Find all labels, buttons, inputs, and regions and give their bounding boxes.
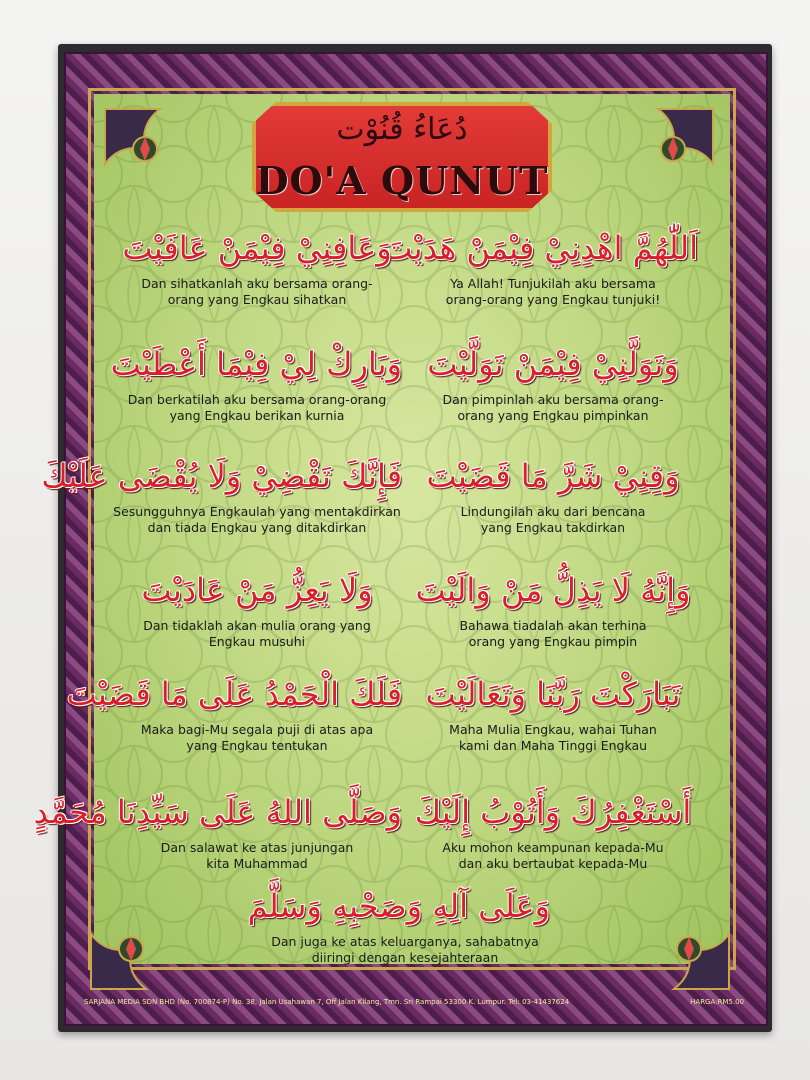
- verse-translation: Dan juga ke atas keluarganya, sahabatnya diiringi dengan kesejahteraan: [271, 934, 539, 965]
- verse-arabic: تَبَارَكْتَ رَبَّنَا وَتَعَالَيْتَ: [425, 675, 681, 713]
- verse-arabic: وَإِنَّهُ لَا يَذِلُّ مَنْ وَالَيْتَ: [415, 571, 691, 609]
- verse-translation: Dan salawat ke atas junjungan kita Muhammad: [160, 840, 354, 871]
- verse-translation: Dan sihatkanlah aku bersama orang- orang yang Engkau sihatkan: [141, 276, 373, 307]
- verse-arabic: فَإِنَّكَ تَقْضِيْ وَلَا يُقْضَى عَلَيْكَ: [41, 457, 402, 495]
- verse-arabic: وَتَوَلَّنِيْ فِيْمَنْ تَوَلَّيْتَ: [427, 345, 679, 383]
- verse-6: [41, 454, 402, 536]
- verse-arabic: اَللّٰهُمَّ اهْدِنِيْ فِيْمَنْ هَدَيْتَ: [382, 229, 698, 267]
- verse-9: [408, 672, 698, 754]
- verse-translation: Maha Mulia Engkau, wahai Tuhan kami dan Maha Tinggi Engkau: [449, 722, 657, 753]
- verse-translation: Dan berkatilah aku bersama orang-orang yang Engkau berikan kurnia: [127, 392, 387, 423]
- verse-4: [112, 342, 402, 424]
- verse-translation: Ya Allah! Tunjukilah aku bersama orang-orang yang Engkau tunjuki!: [445, 276, 661, 307]
- publisher-info: SARJANA MEDIA SDN BHD (No. 700874-P) No. 38, Jalan Usahawan 7, Off Jalan Kilang, Tmn. Sri Rampai 53300 K. Lumpur. Tel: 03-41437624: [84, 998, 570, 1006]
- corner-ornament-bottom-left: [86, 904, 176, 994]
- verse-translation: Dan tidaklah akan mulia orang yang Engkau musuhi: [143, 618, 371, 649]
- verse-translation: Sesungguhnya Engkaulah yang mentakdirkan dan tiada Engkau yang ditakdirkan: [113, 504, 401, 535]
- verse-arabic: وَبَارِكْ لِيْ فِيْمَا أَعْطَيْتَ: [110, 345, 402, 383]
- verse-2: [112, 226, 402, 308]
- verse-1: [382, 226, 698, 308]
- verse-translation: Bahawa tiadalah akan terhina orang yang Engkau pimpin: [459, 618, 647, 649]
- verse-8: [112, 568, 402, 650]
- corner-ornament-top-right: [628, 104, 718, 194]
- verse-13: [247, 884, 550, 966]
- verse-7: [408, 568, 698, 650]
- verse-arabic: وَعَافِنِيْ فِيْمَنْ عَافَيْتَ: [122, 229, 392, 267]
- verse-translation: Maka bagi-Mu segala puji di atas apa yang Engkau tentukan: [140, 722, 374, 753]
- verse-12: [33, 790, 402, 872]
- price-label: HARGA:RM5.00: [690, 998, 744, 1006]
- verse-arabic: وَلَا يَعِزُّ مَنْ عَادَيْتَ: [141, 571, 373, 609]
- corner-ornament-bottom-right: [644, 904, 734, 994]
- verse-translation: Lindungilah aku dari bencana yang Engkau takdirkan: [460, 504, 646, 535]
- corner-ornament-top-left: [100, 104, 190, 194]
- verse-arabic: وَعَلَى آلِهِ وَصَحْبِهِ وَسَلَّمَ: [247, 887, 550, 925]
- poster-title: DO'A QUNUT: [255, 158, 549, 203]
- verse-arabic: أَسْتَغْفِرُكَ وَأَتُوْبُ إِلَيْكَ: [414, 793, 692, 831]
- verse-arabic: وَصَلَّى اللهُ عَلَى سَيِّدِنَا مُحَمَّدٍ: [33, 793, 402, 831]
- verse-11: [408, 790, 698, 872]
- verse-3: [408, 342, 698, 424]
- verse-translation: Dan pimpinlah aku bersama orang- orang yang Engkau pimpinkan: [442, 392, 664, 423]
- verse-10: [66, 672, 402, 754]
- verse-arabic: وَقِنِيْ شَرَّ مَا قَضَيْتَ: [426, 457, 680, 495]
- verse-translation: Aku mohon keampunan kepada-Mu dan aku bertaubat kepada-Mu: [442, 840, 664, 871]
- title-arabic: دُعَاءُ قُنُوْت: [336, 112, 468, 147]
- verse-arabic: فَلَكَ الْحَمْدُ عَلَى مَا قَضَيْتَ: [66, 675, 402, 713]
- verse-5: [408, 454, 698, 536]
- footer: [84, 994, 744, 1014]
